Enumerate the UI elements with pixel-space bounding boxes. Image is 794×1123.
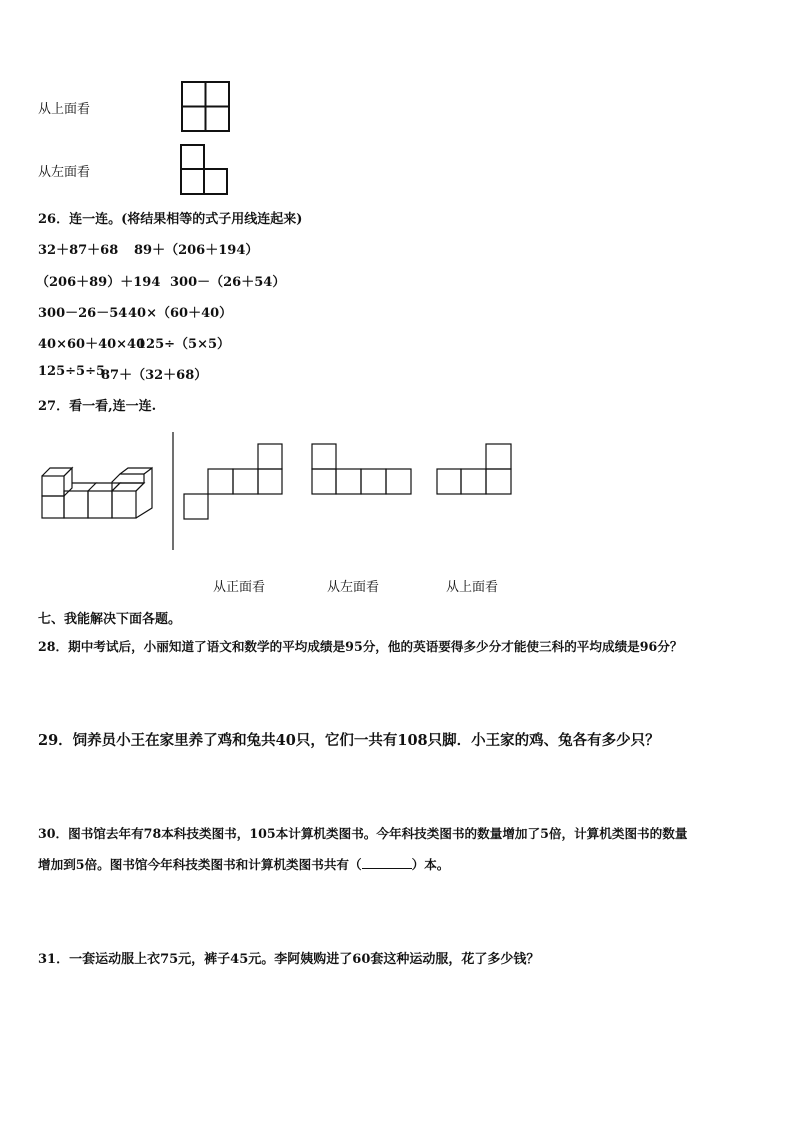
q27-label-top: 从上面看	[446, 580, 499, 595]
q26-title: 26．连一连。(将结果相等的式子用线连起来)	[38, 212, 303, 227]
q27-divider	[172, 432, 176, 552]
q30-line2-before: 增加到5倍。图书馆今年科技类图书和计算机类图书共有（	[38, 857, 362, 872]
top-view-label: 从上面看	[38, 102, 91, 117]
q26-row5-left: 125÷5÷5	[38, 364, 106, 379]
q26-row1-right: 89＋（206＋194）	[134, 243, 259, 258]
section7-title: 七、我能解决下面各题。	[38, 612, 182, 627]
q30-answer-blank[interactable]	[362, 856, 412, 869]
q27-figure-a	[183, 443, 285, 521]
q26-row3-left: 300－26－54	[38, 306, 128, 321]
q31-text: 31．一套运动服上衣75元，裤子45元。李阿姨购进了60套这种运动服，花了多少钱？	[38, 952, 540, 967]
cube-object-figure	[40, 466, 155, 521]
q27-title: 27．看一看,连一连.	[38, 399, 157, 414]
q27-figure-c	[436, 443, 516, 497]
q26-row5-right: 87＋（32＋68）	[101, 368, 208, 383]
left-view-figure	[180, 144, 230, 196]
q27-figure-b	[311, 443, 415, 497]
q30-line1: 30．图书馆去年有78本科技类图书，105本计算机类图书。今年科技类图书的数量增加了5倍，计算机类图书的数量	[38, 826, 688, 841]
top-view-figure	[181, 81, 231, 133]
q30-line2	[38, 854, 449, 873]
q26-row2-right: 300－（26＋54）	[170, 275, 286, 290]
q26-row4-left: 40×60＋40×40	[38, 337, 146, 352]
q29-text: 29．饲养员小王在家里养了鸡和兔共40只，它们一共有108只脚．小王家的鸡、兔各有多少只？	[38, 732, 660, 749]
q26-row3-right: 40×（60＋40）	[128, 306, 233, 321]
q30-line2-after: ）本。	[411, 857, 450, 872]
q27-label-front: 从正面看	[213, 580, 266, 595]
q26-row4-right: 125÷（5×5）	[137, 337, 231, 352]
q26-row1-left: 32＋87＋68	[38, 243, 119, 258]
q28-text: 28．期中考试后，小丽知道了语文和数学的平均成绩是95分，他的英语要得多少分才能使三科的平均成绩是96分？	[38, 639, 683, 654]
q26-row2-left: （206＋89）＋194	[36, 275, 161, 290]
left-view-label: 从左面看	[38, 165, 91, 180]
q27-label-left: 从左面看	[327, 580, 380, 595]
